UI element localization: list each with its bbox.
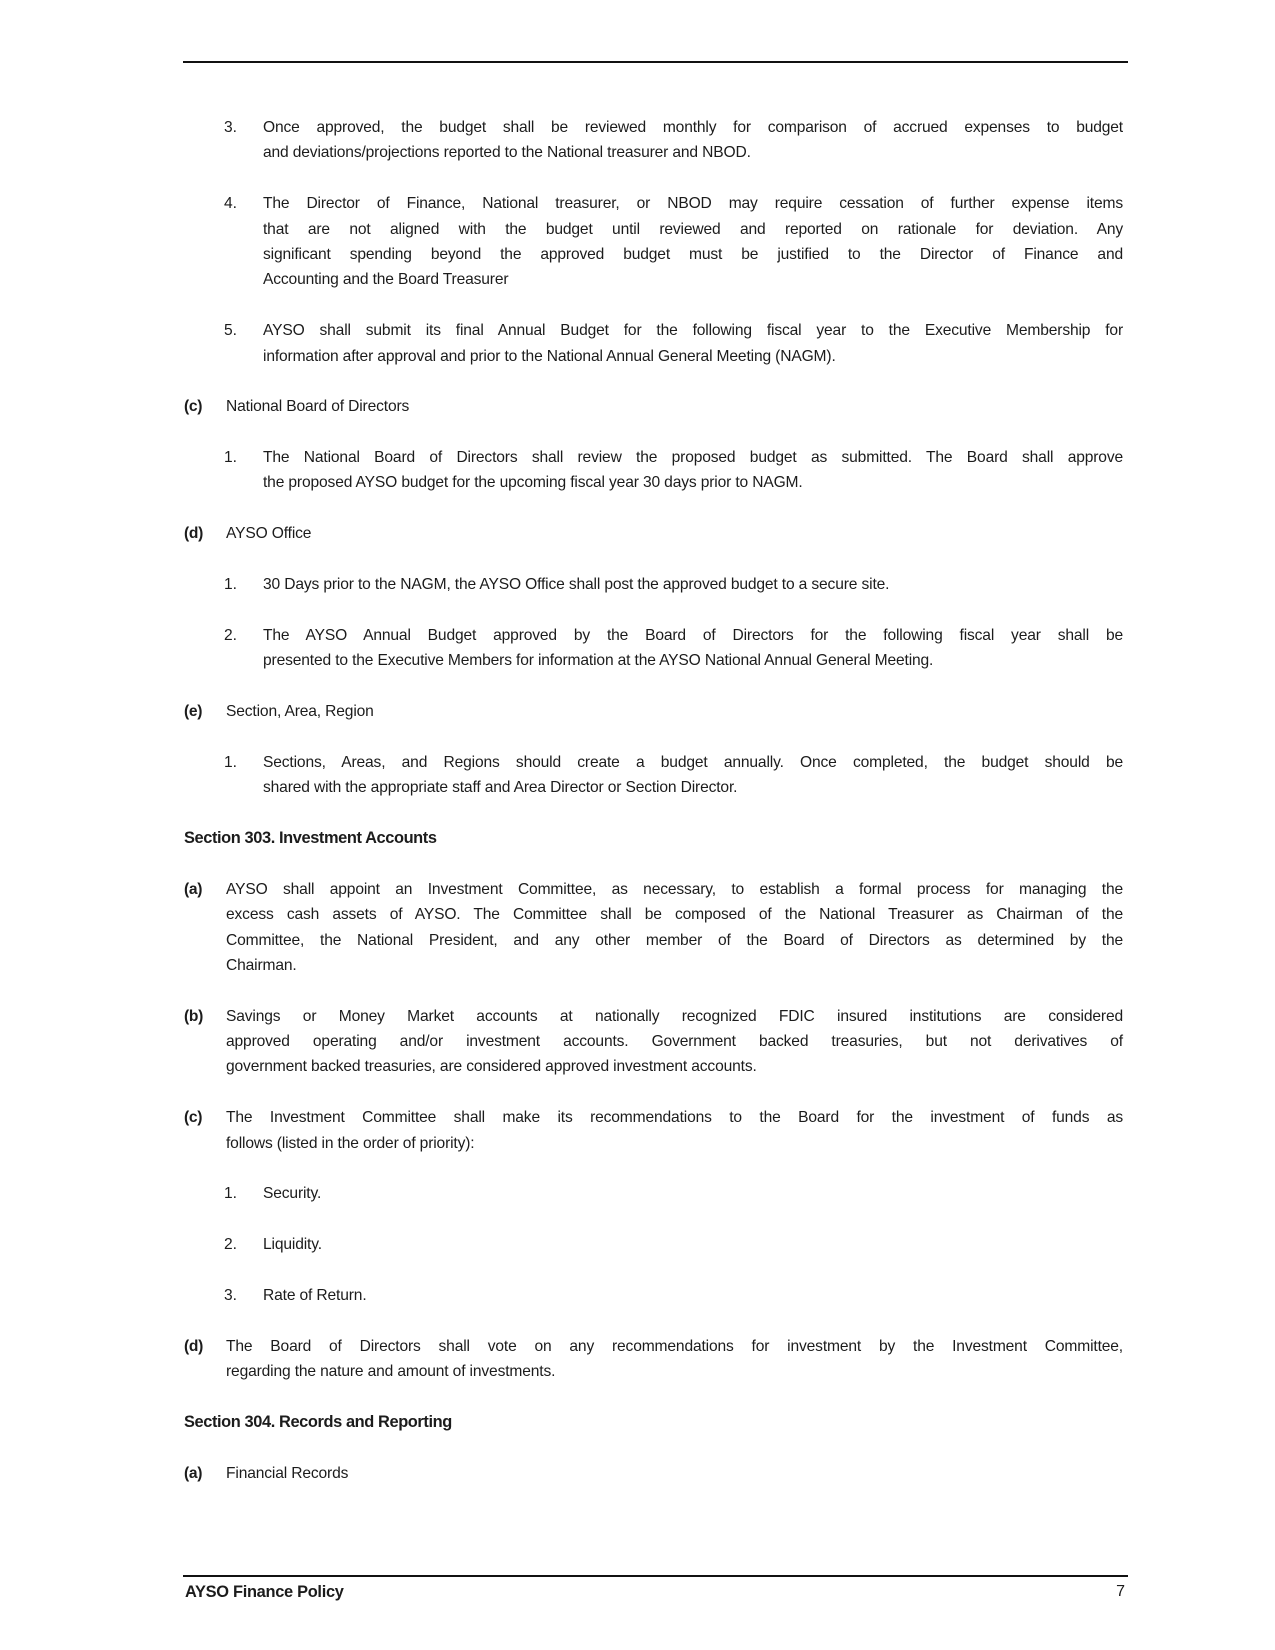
item-number: 4. <box>224 195 238 213</box>
text-line: Sections, Areas, and Regions should create a budget annually. Once completed, the budget should be <box>263 753 1123 771</box>
text-line: Financial Records <box>226 1464 349 1482</box>
item-letter: (c) <box>184 398 203 416</box>
item-text <box>226 699 1123 724</box>
text-line: AYSO shall submit its final Annual Budget for the following fiscal year to the Executive Membership for <box>263 322 1123 340</box>
text-line: Liquidity. <box>263 1236 322 1254</box>
document-body <box>0 115 1275 1511</box>
text-line: Committee, the National President, and any other member of the Board of Directors as determined by the <box>226 931 1123 949</box>
text-line: government backed treasuries, are considered approved investment accounts. <box>226 1058 757 1076</box>
text-line: The Director of Finance, National treasurer, or NBOD may require cessation of further expense items <box>263 195 1123 213</box>
item-text <box>226 1461 1123 1486</box>
item-text <box>263 572 1123 597</box>
item-text <box>226 521 1123 546</box>
text-line: AYSO shall appoint an Investment Committee, as necessary, to establish a formal process for managing the <box>226 880 1123 898</box>
item-number: 5. <box>224 322 238 340</box>
item-text <box>226 1004 1123 1080</box>
section-heading: Section 304. Records and Reporting <box>184 1412 452 1431</box>
text-line: The Board of Directors shall vote on any recommendations for investment by the Investment Committee, <box>226 1337 1123 1355</box>
text-line: The National Board of Directors shall review the proposed budget as submitted. The Board shall approve <box>263 449 1123 467</box>
numbered-item <box>0 1232 1275 1257</box>
text-line: Accounting and the Board Treasurer <box>263 271 509 289</box>
footer-rule <box>183 1575 1128 1577</box>
lettered-item <box>0 394 1275 419</box>
section-heading: Section 303. Investment Accounts <box>184 828 437 847</box>
item-text <box>263 445 1123 496</box>
text-line: Savings or Money Market accounts at nationally recognized FDIC insured institutions are considered <box>226 1007 1123 1025</box>
lettered-item <box>0 877 1275 979</box>
item-number: 3. <box>224 1286 238 1304</box>
item-text <box>263 191 1123 293</box>
text-line: and deviations/projections reported to the National treasurer and NBOD. <box>263 144 751 162</box>
item-letter: (a) <box>184 1464 203 1482</box>
text-line: excess cash assets of AYSO. The Committee shall be composed of the National Treasurer as Chairman of the <box>226 906 1123 924</box>
item-letter: (b) <box>184 1007 204 1025</box>
item-text <box>263 1181 1123 1206</box>
item-text <box>263 115 1123 166</box>
item-text <box>226 1334 1123 1385</box>
text-line: Chairman. <box>226 956 297 974</box>
text-line: approved operating and/or investment accounts. Government backed treasuries, but not derivatives of <box>226 1033 1123 1051</box>
page-number: 7 <box>1116 1583 1125 1600</box>
item-text <box>263 318 1123 369</box>
item-number: 2. <box>224 1236 238 1254</box>
text-line: significant spending beyond the approved budget must be justified to the Director of Finance and <box>263 245 1123 263</box>
text-line: Security. <box>263 1185 322 1203</box>
text-line: Rate of Return. <box>263 1286 367 1304</box>
numbered-item <box>0 1283 1275 1308</box>
lettered-item <box>0 1334 1275 1385</box>
numbered-item <box>0 750 1275 801</box>
lettered-item <box>0 521 1275 546</box>
item-number: 1. <box>224 1185 238 1203</box>
text-line: the proposed AYSO budget for the upcoming fiscal year 30 days prior to NAGM. <box>263 474 803 492</box>
item-number: 2. <box>224 626 238 644</box>
text-line: AYSO Office <box>226 525 312 543</box>
text-line: follows (listed in the order of priority): <box>226 1134 475 1152</box>
item-text <box>263 750 1123 801</box>
item-text <box>263 623 1123 674</box>
item-text <box>226 1105 1123 1156</box>
numbered-item <box>0 572 1275 597</box>
numbered-item <box>0 445 1275 496</box>
item-number: 1. <box>224 753 238 771</box>
lettered-item <box>0 699 1275 724</box>
text-line: Section, Area, Region <box>226 702 374 720</box>
numbered-item <box>0 191 1275 293</box>
text-line: The Investment Committee shall make its recommendations to the Board for the investment of funds as <box>226 1109 1123 1127</box>
item-number: 1. <box>224 449 238 467</box>
text-line: presented to the Executive Members for information at the AYSO National Annual General Meeting. <box>263 652 934 670</box>
item-number: 1. <box>224 576 238 594</box>
footer-document-title: AYSO Finance Policy <box>185 1583 344 1601</box>
numbered-item <box>0 115 1275 166</box>
numbered-item <box>0 318 1275 369</box>
item-letter: (e) <box>184 702 203 720</box>
item-letter: (d) <box>184 525 204 543</box>
item-letter: (d) <box>184 1337 204 1355</box>
text-line: shared with the appropriate staff and Area Director or Section Director. <box>263 779 738 797</box>
lettered-item <box>0 1461 1275 1486</box>
text-line: Once approved, the budget shall be reviewed monthly for comparison of accrued expenses to budget <box>263 119 1123 136</box>
numbered-item <box>0 1181 1275 1206</box>
item-text <box>263 1283 1123 1308</box>
lettered-item <box>0 1004 1275 1080</box>
item-letter: (a) <box>184 880 203 898</box>
item-text <box>263 1232 1123 1257</box>
item-text <box>226 394 1123 419</box>
text-line: National Board of Directors <box>226 398 410 416</box>
text-line: 30 Days prior to the NAGM, the AYSO Office shall post the approved budget to a secure site. <box>263 576 890 594</box>
text-line: information after approval and prior to the National Annual General Meeting (NAGM). <box>263 347 836 365</box>
text-line: The AYSO Annual Budget approved by the Board of Directors for the following fiscal year shall be <box>263 626 1123 644</box>
text-line: regarding the nature and amount of investments. <box>226 1363 556 1381</box>
text-line: that are not aligned with the budget until reviewed and reported on rationale for deviation. Any <box>263 220 1123 238</box>
item-number: 3. <box>224 119 238 136</box>
item-letter: (c) <box>184 1109 203 1127</box>
header-rule <box>183 61 1128 63</box>
numbered-item <box>0 623 1275 674</box>
lettered-item <box>0 1105 1275 1156</box>
item-text <box>226 877 1123 979</box>
